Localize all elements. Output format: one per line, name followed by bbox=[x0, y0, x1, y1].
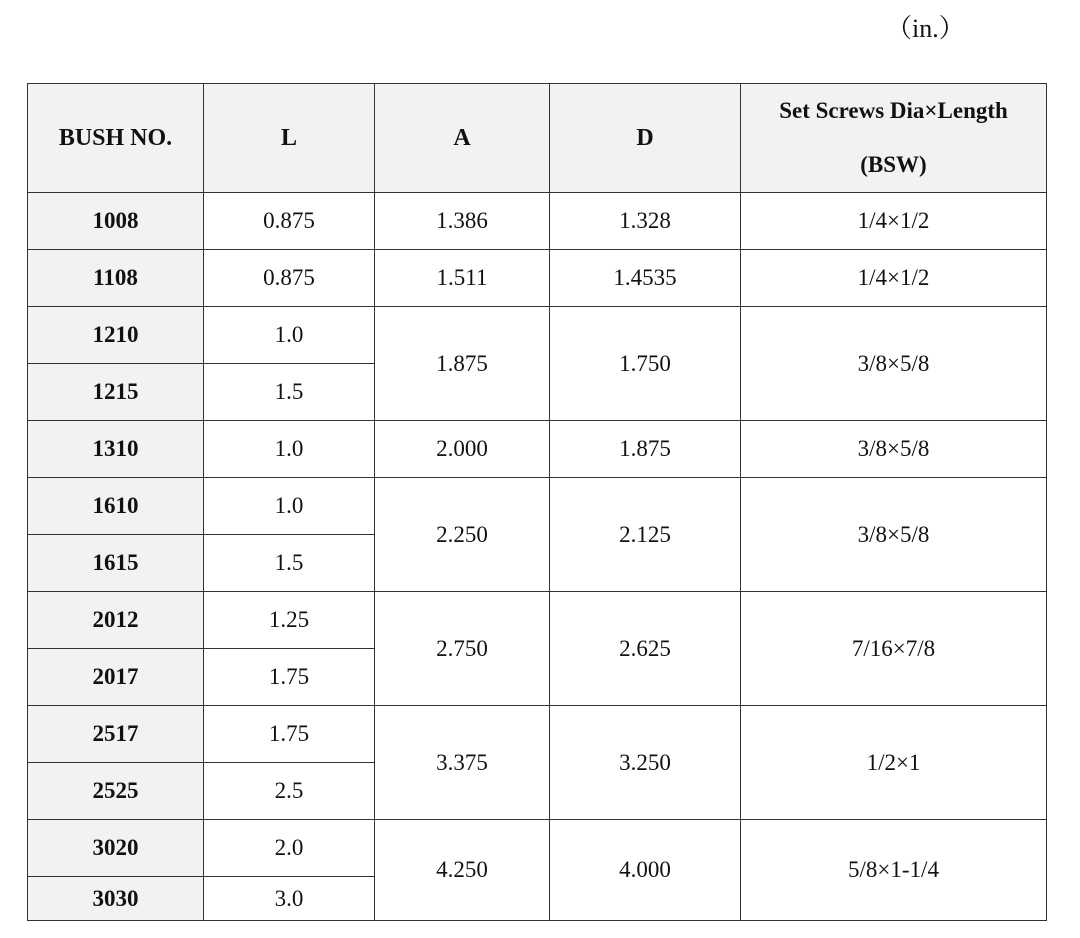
set-screws-cell: 3/8×5/8 bbox=[741, 478, 1047, 592]
a-cell: 4.250 bbox=[375, 820, 550, 921]
header-set-screws-line2: (BSW) bbox=[860, 152, 927, 177]
set-screws-cell: 3/8×5/8 bbox=[741, 421, 1047, 478]
d-cell: 4.000 bbox=[550, 820, 741, 921]
l-cell: 0.875 bbox=[204, 250, 375, 307]
l-cell: 1.5 bbox=[204, 535, 375, 592]
header-a: A bbox=[375, 84, 550, 193]
d-cell: 1.750 bbox=[550, 307, 741, 421]
bush-no-cell: 3020 bbox=[28, 820, 204, 877]
unit-label: （in.） bbox=[886, 14, 965, 43]
set-screws-cell: 1/2×1 bbox=[741, 706, 1047, 820]
bush-no-cell: 1215 bbox=[28, 364, 204, 421]
table-row bbox=[28, 820, 1047, 877]
d-cell: 2.125 bbox=[550, 478, 741, 592]
set-screws-cell: 7/16×7/8 bbox=[741, 592, 1047, 706]
a-cell: 2.750 bbox=[375, 592, 550, 706]
table-row bbox=[28, 706, 1047, 763]
l-cell: 1.25 bbox=[204, 592, 375, 649]
set-screws-cell: 1/4×1/2 bbox=[741, 193, 1047, 250]
header-row bbox=[28, 84, 1047, 193]
bush-no-cell: 2525 bbox=[28, 763, 204, 820]
bush-no-cell: 1008 bbox=[28, 193, 204, 250]
bush-no-cell: 2012 bbox=[28, 592, 204, 649]
header-set-screws bbox=[741, 84, 1047, 193]
l-cell: 1.0 bbox=[204, 421, 375, 478]
bush-no-cell: 1615 bbox=[28, 535, 204, 592]
a-cell: 2.250 bbox=[375, 478, 550, 592]
l-cell: 3.0 bbox=[204, 877, 375, 921]
bush-no-cell: 1610 bbox=[28, 478, 204, 535]
a-cell: 1.875 bbox=[375, 307, 550, 421]
d-cell: 1.875 bbox=[550, 421, 741, 478]
bush-no-cell: 1210 bbox=[28, 307, 204, 364]
header-set-screws-line1: Set Screws Dia×Length bbox=[779, 98, 1008, 123]
l-cell: 2.0 bbox=[204, 820, 375, 877]
d-cell: 1.328 bbox=[550, 193, 741, 250]
bush-no-cell: 2517 bbox=[28, 706, 204, 763]
d-cell: 3.250 bbox=[550, 706, 741, 820]
header-d: D bbox=[550, 84, 741, 193]
table-row bbox=[28, 421, 1047, 478]
l-cell: 1.75 bbox=[204, 649, 375, 706]
a-cell: 1.386 bbox=[375, 193, 550, 250]
bush-spec-table bbox=[27, 83, 1047, 921]
bush-no-cell: 1108 bbox=[28, 250, 204, 307]
table-row bbox=[28, 250, 1047, 307]
a-cell: 3.375 bbox=[375, 706, 550, 820]
table-row bbox=[28, 478, 1047, 535]
header-bush-no: BUSH NO. bbox=[28, 84, 204, 193]
table-row bbox=[28, 307, 1047, 364]
a-cell: 1.511 bbox=[375, 250, 550, 307]
set-screws-cell: 3/8×5/8 bbox=[741, 307, 1047, 421]
bush-no-cell: 3030 bbox=[28, 877, 204, 921]
l-cell: 2.5 bbox=[204, 763, 375, 820]
l-cell: 1.5 bbox=[204, 364, 375, 421]
d-cell: 1.4535 bbox=[550, 250, 741, 307]
l-cell: 1.75 bbox=[204, 706, 375, 763]
set-screws-cell: 5/8×1-1/4 bbox=[741, 820, 1047, 921]
table-row bbox=[28, 592, 1047, 649]
set-screws-cell: 1/4×1/2 bbox=[741, 250, 1047, 307]
a-cell: 2.000 bbox=[375, 421, 550, 478]
table-row bbox=[28, 193, 1047, 250]
bush-no-cell: 1310 bbox=[28, 421, 204, 478]
l-cell: 1.0 bbox=[204, 478, 375, 535]
d-cell: 2.625 bbox=[550, 592, 741, 706]
bush-no-cell: 2017 bbox=[28, 649, 204, 706]
l-cell: 0.875 bbox=[204, 193, 375, 250]
l-cell: 1.0 bbox=[204, 307, 375, 364]
header-l: L bbox=[204, 84, 375, 193]
